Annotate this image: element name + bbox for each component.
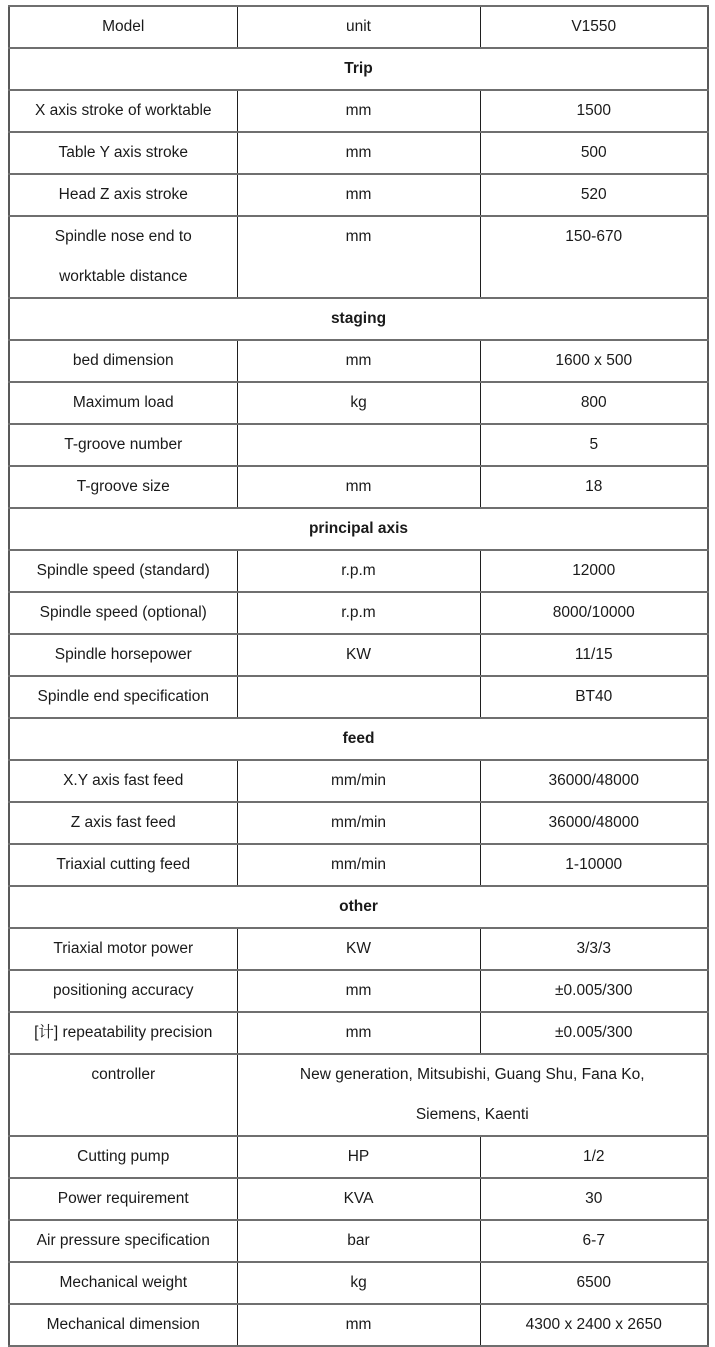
cell-unit <box>237 424 480 466</box>
cell-unit: unit <box>237 6 480 48</box>
cell-unit: KVA <box>237 1178 480 1220</box>
cell-unit: mm <box>237 1012 480 1054</box>
cell-value: 6-7 <box>480 1220 708 1262</box>
header-row <box>9 6 708 48</box>
cell-value: 3/3/3 <box>480 928 708 970</box>
cell-value: 800 <box>480 382 708 424</box>
cell-label: bed dimension <box>9 340 237 382</box>
section-label: staging <box>330 310 387 327</box>
table-row <box>9 424 708 466</box>
cell-label: Z axis fast feed <box>9 802 237 844</box>
section-row <box>9 48 708 90</box>
table-row <box>9 1054 708 1136</box>
section-label: Trip <box>344 60 373 77</box>
cell-label-line: worktable distance <box>59 268 188 285</box>
cell-unit: mm <box>237 340 480 382</box>
section-cell <box>9 718 708 760</box>
table-row <box>9 132 708 174</box>
cell-value: BT40 <box>480 676 708 718</box>
cell-value: 11/15 <box>480 634 708 676</box>
table-row <box>9 1012 708 1054</box>
cell-value: 36000/48000 <box>480 802 708 844</box>
cell-value: 36000/48000 <box>480 760 708 802</box>
cell-label: [计] repeatability precision <box>9 1012 237 1054</box>
cell-value: 18 <box>480 466 708 508</box>
section-row <box>9 298 708 340</box>
section-row <box>9 508 708 550</box>
section-cell <box>9 508 708 550</box>
cell-value: 8000/10000 <box>480 592 708 634</box>
table-row <box>9 216 708 298</box>
section-label: principal axis <box>308 520 409 537</box>
cell-label: Power requirement <box>9 1178 237 1220</box>
table-row <box>9 340 708 382</box>
cell-value-line: Siemens, Kaenti <box>415 1106 529 1123</box>
cell-value: 1-10000 <box>480 844 708 886</box>
cell-label: Triaxial cutting feed <box>9 844 237 886</box>
cell-label: Mechanical dimension <box>9 1304 237 1346</box>
cell-label: Air pressure specification <box>9 1220 237 1262</box>
section-label: feed <box>342 730 375 747</box>
section-cell <box>9 886 708 928</box>
section-cell <box>9 48 708 90</box>
cell-unit: mm <box>237 216 480 298</box>
table-row <box>9 1136 708 1178</box>
cell-label: Maximum load <box>9 382 237 424</box>
cell-unit: kg <box>237 382 480 424</box>
cell-label: Spindle horsepower <box>9 634 237 676</box>
table-row <box>9 1220 708 1262</box>
spec-table <box>8 5 709 1347</box>
cell-label: Spindle end specification <box>9 676 237 718</box>
table-row <box>9 90 708 132</box>
cell-label: Spindle speed (optional) <box>9 592 237 634</box>
cell-label: Triaxial motor power <box>9 928 237 970</box>
table-row <box>9 676 708 718</box>
table-row <box>9 928 708 970</box>
cell-unit: mm <box>237 90 480 132</box>
cell-value: V1550 <box>480 6 708 48</box>
cell-label: controller <box>9 1054 237 1136</box>
table-row <box>9 760 708 802</box>
cell-value: 5 <box>480 424 708 466</box>
cell-value: 6500 <box>480 1262 708 1304</box>
cell-value: 150-670 <box>480 216 708 298</box>
table-row <box>9 174 708 216</box>
cell-value: ±0.005/300 <box>480 1012 708 1054</box>
cell-value: 1500 <box>480 90 708 132</box>
cell-unit: mm <box>237 1304 480 1346</box>
cell-label: Model <box>9 6 237 48</box>
cell-unit: bar <box>237 1220 480 1262</box>
cell-unit: mm/min <box>237 760 480 802</box>
cell-unit: KW <box>237 634 480 676</box>
cell-value: 1/2 <box>480 1136 708 1178</box>
cell-unit: KW <box>237 928 480 970</box>
cell-unit: mm/min <box>237 802 480 844</box>
cell-value: 520 <box>480 174 708 216</box>
section-label: other <box>339 898 378 915</box>
cell-value-line: New generation, Mitsubishi, Guang Shu, Fana Ko, <box>299 1066 645 1083</box>
cell-value: 12000 <box>480 550 708 592</box>
cell-value: 4300 x 2400 x 2650 <box>480 1304 708 1346</box>
section-row <box>9 886 708 928</box>
cell-label: Spindle speed (standard) <box>9 550 237 592</box>
table-row <box>9 1262 708 1304</box>
cell-value <box>237 1054 708 1136</box>
cell-unit: kg <box>237 1262 480 1304</box>
table-row <box>9 970 708 1012</box>
cell-label: Head Z axis stroke <box>9 174 237 216</box>
cell-value: 1600 x 500 <box>480 340 708 382</box>
spec-table-container <box>8 5 709 1347</box>
cell-unit: mm <box>237 132 480 174</box>
table-row <box>9 592 708 634</box>
table-row <box>9 382 708 424</box>
table-row <box>9 844 708 886</box>
cell-unit: mm/min <box>237 844 480 886</box>
cell-unit: r.p.m <box>237 550 480 592</box>
table-row <box>9 634 708 676</box>
cell-label-line: Spindle nose end to <box>54 228 192 245</box>
table-row <box>9 1178 708 1220</box>
cell-value: 500 <box>480 132 708 174</box>
cell-label: Cutting pump <box>9 1136 237 1178</box>
section-cell <box>9 298 708 340</box>
cell-unit <box>237 676 480 718</box>
cell-unit: mm <box>237 466 480 508</box>
table-row <box>9 466 708 508</box>
cell-unit: mm <box>237 174 480 216</box>
table-row <box>9 802 708 844</box>
cell-label: T-groove size <box>9 466 237 508</box>
cell-unit: HP <box>237 1136 480 1178</box>
cell-label: Mechanical weight <box>9 1262 237 1304</box>
cell-value: ±0.005/300 <box>480 970 708 1012</box>
cell-unit: mm <box>237 970 480 1012</box>
cell-label: Table Y axis stroke <box>9 132 237 174</box>
cell-label: T-groove number <box>9 424 237 466</box>
cell-label <box>9 216 237 298</box>
cell-label: positioning accuracy <box>9 970 237 1012</box>
cell-value: 30 <box>480 1178 708 1220</box>
cell-label: X axis stroke of worktable <box>9 90 237 132</box>
cell-unit: r.p.m <box>237 592 480 634</box>
table-row <box>9 550 708 592</box>
table-row <box>9 1304 708 1346</box>
cell-label: X.Y axis fast feed <box>9 760 237 802</box>
section-row <box>9 718 708 760</box>
